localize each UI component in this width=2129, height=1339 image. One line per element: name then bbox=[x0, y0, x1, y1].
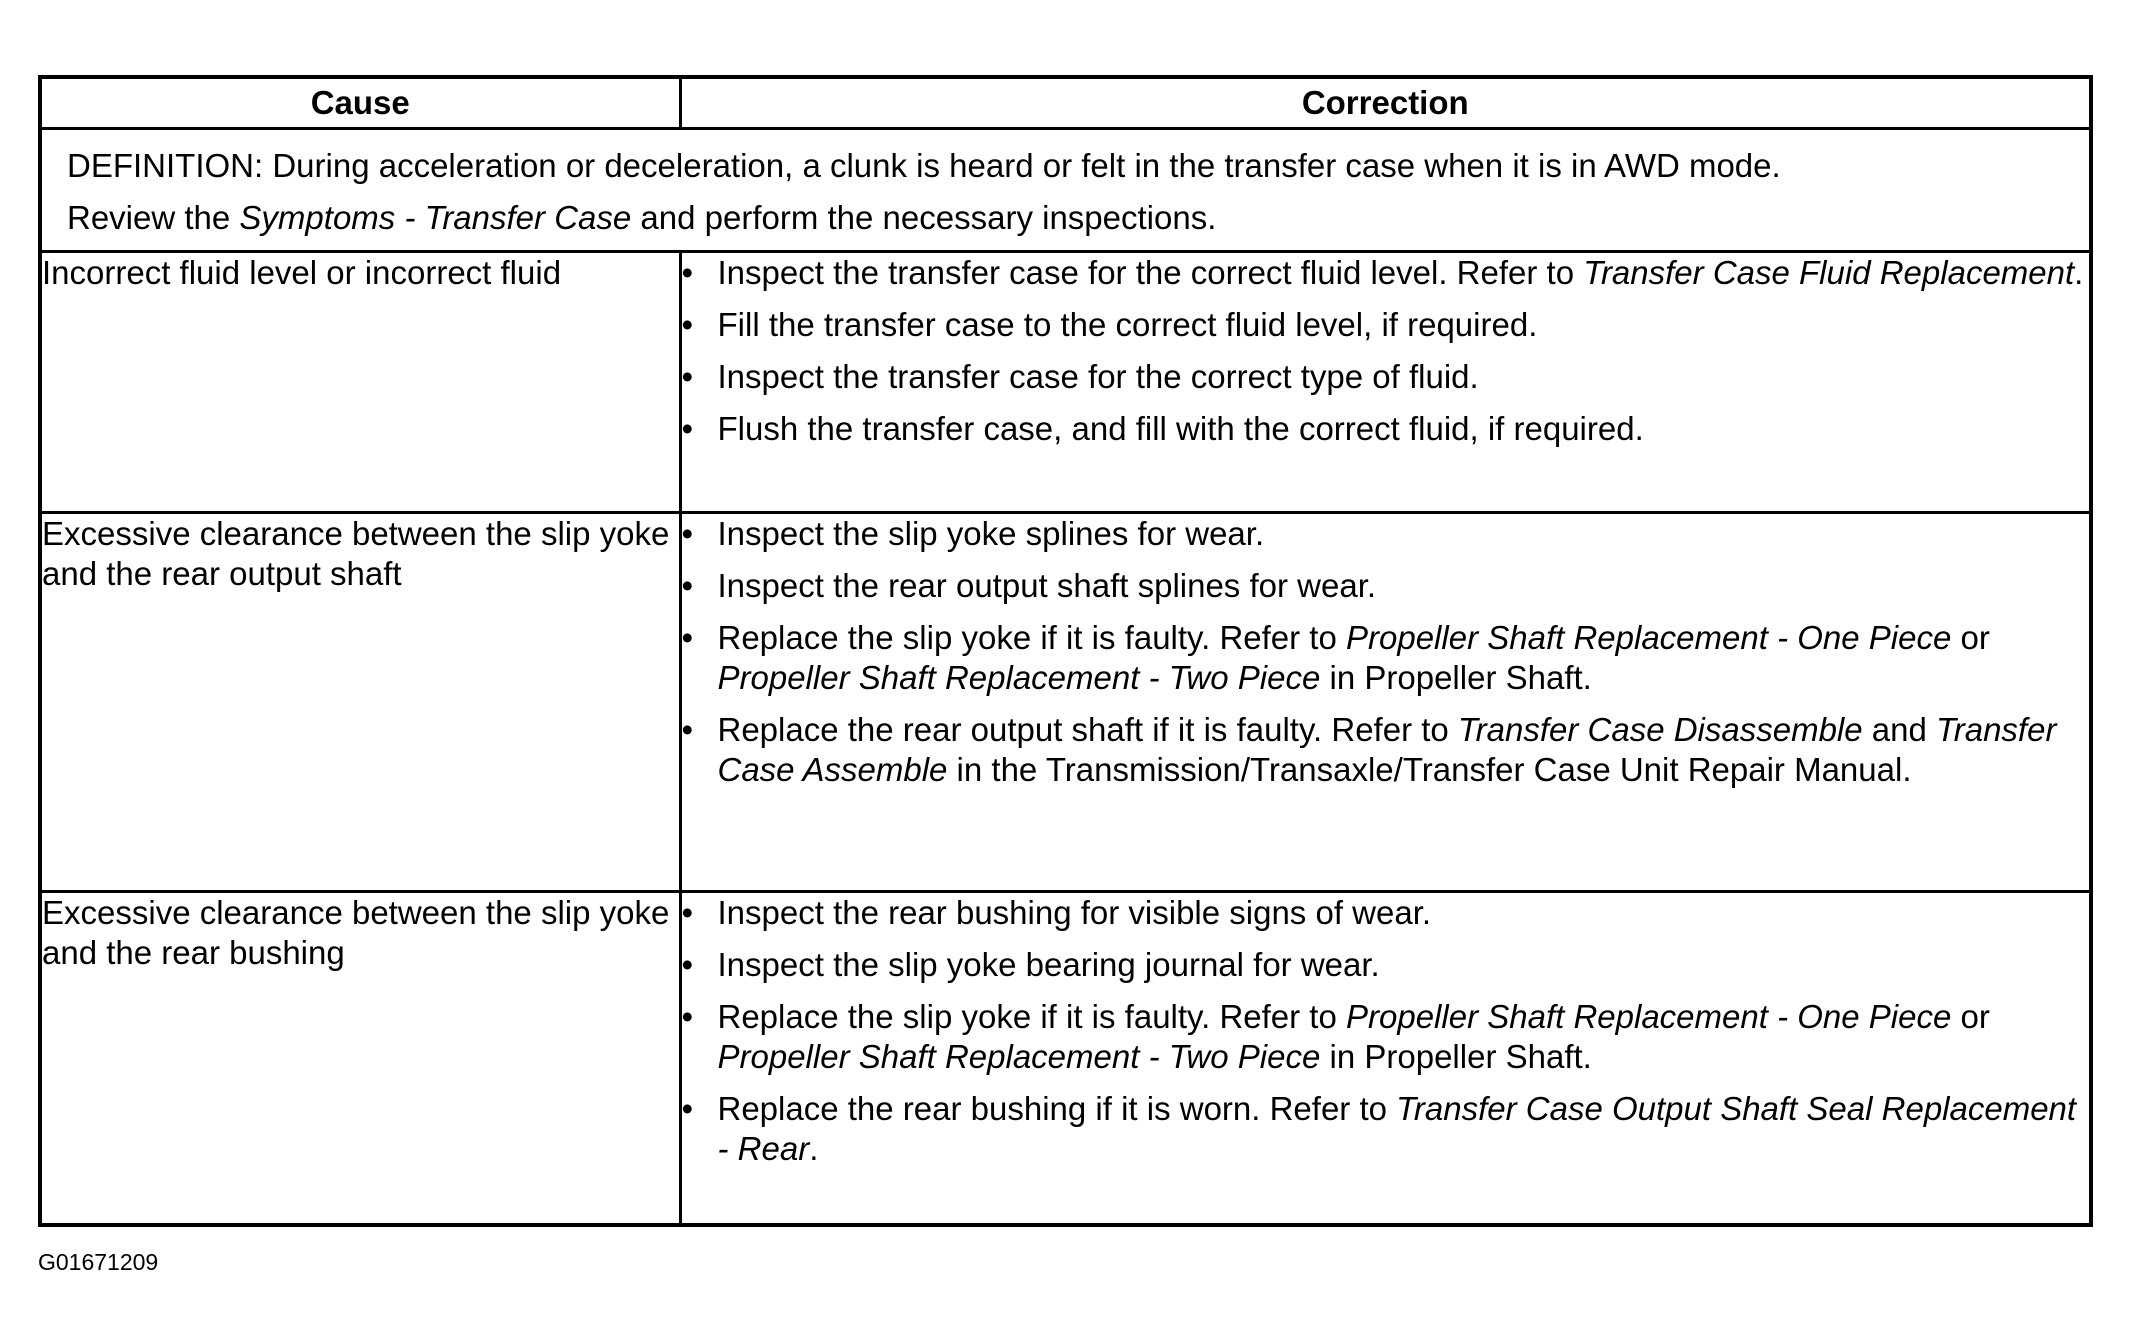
correction-text: Inspect the slip yoke splines for wear. bbox=[717, 515, 1265, 552]
correction-text: Inspect the transfer case for the correct type of fluid. bbox=[717, 358, 1479, 395]
correction-text: in Propeller Shaft. bbox=[1320, 659, 1592, 696]
correction-reference: Transfer Case Output Shaft Seal Replacement - Rear bbox=[717, 1090, 2077, 1167]
correction-item bbox=[682, 566, 2090, 606]
correction-item bbox=[682, 514, 2090, 554]
cause-cell: Excessive clearance between the slip yoke and the rear bushing bbox=[40, 892, 680, 1226]
header-row bbox=[40, 77, 2091, 129]
header-correction: Correction bbox=[680, 77, 2091, 129]
correction-reference: Transfer Case Disassemble bbox=[1457, 711, 1863, 748]
correction-text: . bbox=[809, 1130, 819, 1167]
correction-item bbox=[682, 618, 2090, 698]
correction-text: Replace the slip yoke if it is faulty. Refer to bbox=[717, 998, 1346, 1035]
correction-item bbox=[682, 253, 2090, 293]
correction-reference: Propeller Shaft Replacement - One Piece bbox=[1346, 998, 1952, 1035]
correction-text: Flush the transfer case, and fill with the correct fluid, if required. bbox=[717, 410, 1644, 447]
correction-text: or bbox=[1951, 619, 1990, 656]
correction-item bbox=[682, 893, 2090, 933]
correction-text: Inspect the slip yoke bearing journal for wear. bbox=[717, 946, 1380, 983]
review-text-reference: Symptoms - Transfer Case bbox=[239, 199, 632, 236]
correction-cell bbox=[680, 513, 2091, 892]
review-text-post: and perform the necessary inspections. bbox=[631, 199, 1217, 236]
review-text bbox=[67, 192, 2064, 244]
table-row bbox=[40, 252, 2091, 513]
review-text-pre: Review the bbox=[67, 199, 240, 236]
correction-text: . bbox=[2074, 254, 2084, 291]
table-row bbox=[40, 892, 2091, 1226]
correction-reference: Transfer Case Fluid Replacement bbox=[1583, 254, 2075, 291]
header-cause: Cause bbox=[40, 77, 680, 129]
correction-item bbox=[682, 305, 2090, 345]
cause-cell: Incorrect fluid level or incorrect fluid bbox=[40, 252, 680, 513]
correction-reference: Propeller Shaft Replacement - Two Piece bbox=[717, 659, 1321, 696]
correction-item bbox=[682, 710, 2090, 790]
table-row bbox=[40, 513, 2091, 892]
correction-text: Fill the transfer case to the correct fluid level, if required. bbox=[717, 306, 1538, 343]
correction-list bbox=[682, 893, 2090, 1169]
correction-text: Replace the rear bushing if it is worn. Refer to bbox=[717, 1090, 1397, 1127]
correction-item bbox=[682, 409, 2090, 449]
figure-id: G01671209 bbox=[38, 1249, 159, 1275]
correction-item bbox=[682, 945, 2090, 985]
correction-cell bbox=[680, 892, 2091, 1226]
correction-text: in the Transmission/Transaxle/Transfer Case Unit Repair Manual. bbox=[947, 751, 1912, 788]
cause-cell: Excessive clearance between the slip yoke and the rear output shaft bbox=[40, 513, 680, 892]
correction-text: in Propeller Shaft. bbox=[1320, 1038, 1592, 1075]
definition-text: DEFINITION: During acceleration or deceleration, a clunk is heard or felt in the transfer case when it is in AWD mode. bbox=[67, 147, 1781, 184]
diagnostic-table bbox=[38, 75, 2093, 1227]
correction-reference: Propeller Shaft Replacement - Two Piece bbox=[717, 1038, 1321, 1075]
correction-text: Inspect the rear output shaft splines for wear. bbox=[717, 567, 1377, 604]
correction-cell bbox=[680, 252, 2091, 513]
correction-list bbox=[682, 253, 2090, 449]
correction-text: Inspect the rear bushing for visible signs of wear. bbox=[717, 894, 1432, 931]
definition-row bbox=[40, 129, 2091, 252]
correction-item bbox=[682, 997, 2090, 1077]
correction-list bbox=[682, 514, 2090, 790]
correction-text: Inspect the transfer case for the correct fluid level. Refer to bbox=[717, 254, 1584, 291]
correction-reference: Transfer Case Assemble bbox=[717, 711, 2057, 788]
correction-item bbox=[682, 357, 2090, 397]
definition-cell bbox=[40, 129, 2091, 252]
correction-text: Replace the rear output shaft if it is faulty. Refer to bbox=[717, 711, 1458, 748]
correction-reference: Propeller Shaft Replacement - One Piece bbox=[1346, 619, 1952, 656]
correction-text: and bbox=[1862, 711, 1937, 748]
correction-text: or bbox=[1951, 998, 1990, 1035]
correction-item bbox=[682, 1089, 2090, 1169]
correction-text: Replace the slip yoke if it is faulty. Refer to bbox=[717, 619, 1346, 656]
